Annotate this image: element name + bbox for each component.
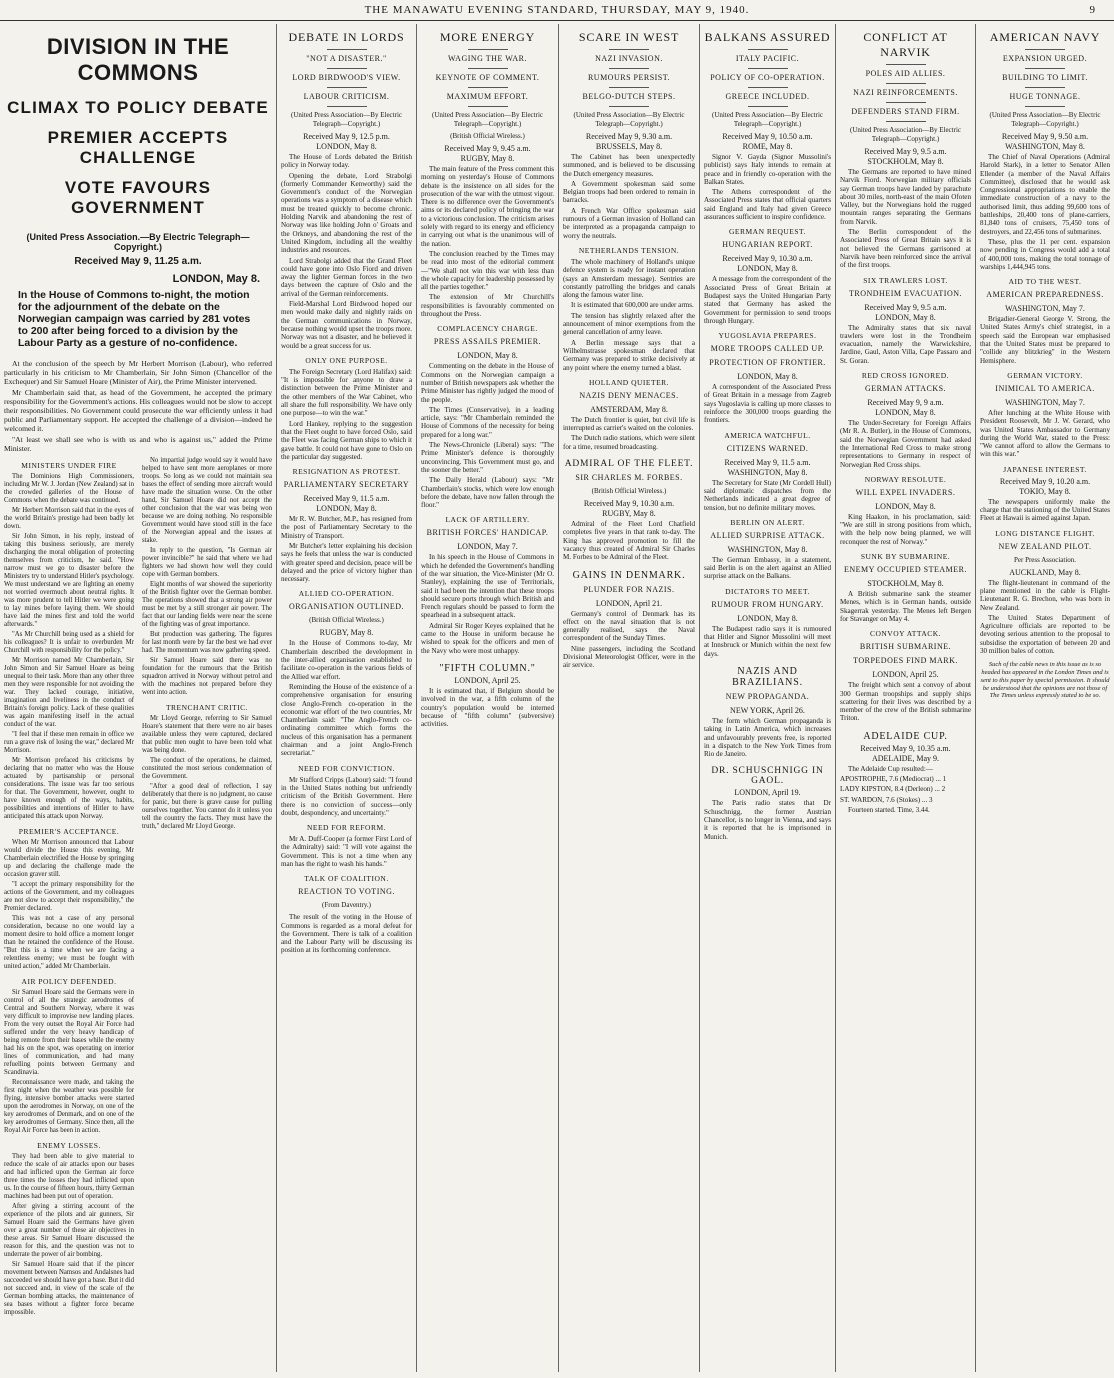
paragraph: No impartial judge would say it would have helped to have sent more aeroplanes or more troops. So long as we could not maintain sea bases the effect of sending more aircraft would have made the situation worse. On the other hand, Sir Samuel Hoare did not accept the other conclusion that the war was being won because we are doing nothing. No responsible Government would have stood still in the face of the Norwegian appeal and the issues at stake.	[142, 457, 272, 544]
dateline: TOKIO, May 8.	[1019, 486, 1071, 496]
paragraph: The German Embassy, in a statement, said Berlin is on the alert against an Allied surprise attack on the Balkans.	[704, 555, 831, 581]
dateline: WASHINGTON, May 7.	[1005, 397, 1085, 407]
received-line: Received May 9, 9.50 a.m.	[1001, 132, 1089, 141]
dateline: LONDON, April 25.	[454, 675, 521, 685]
subhead: MINISTERS UNDER FIRE	[21, 461, 117, 470]
paragraph: Lord Hankey, replying to the suggestion that the Fleet ought to have forced Oslo, said the Fleet was facing German ships to which it gave battle. It could not have gone to Oslo on the particular day suggested.	[281, 419, 412, 461]
dateline: NEW YORK, April 26.	[730, 705, 805, 715]
paragraph: In reply to the question, "Is German air power invincible?" he said that where we had fighters we had shown how well they could cope with German bombers.	[142, 547, 272, 578]
subhead: RESIGNATION AS PROTEST.	[292, 467, 401, 477]
subheadline: LABOUR CRITICISM.	[303, 92, 390, 101]
paragraph: The House of Lords debated the British policy in Norway today.	[281, 153, 412, 170]
subheadline: HUGE TONNAGE.	[1009, 92, 1081, 101]
paragraph: "After a good deal of reflection, I say deliberately that there is no judgment, no cause for panic, but there is grave cause for pulling ourselves together. You cannot do it unless you tell the country the facts. They must have the truth," declared Mr Lloyd George.	[142, 783, 272, 830]
subheadline: NAZI REINFORCEMENTS.	[853, 88, 958, 97]
subheadline: REACTION TO VOTING.	[298, 887, 395, 897]
paragraph: The extension of Mr Churchill's responsibilities is favourably commented on throughout the Press.	[421, 293, 554, 319]
dateline: STOCKHOLM, May 8.	[867, 579, 944, 589]
subhead: NORWAY RESOLUTE.	[864, 474, 947, 484]
subheadline: ENEMY OCCUPIED STEAMER.	[844, 565, 967, 575]
subheadline: PLUNDER FOR NAZIS.	[583, 584, 675, 594]
story-american-navy	[980, 26, 1110, 1372]
paragraph: The newspapers uniformly make the charge that the stationing of the United States Fleet at Hawaii is aimed against Japan.	[980, 497, 1110, 523]
subheadline: DEFENDERS STAND FIRM.	[851, 107, 960, 116]
paragraph: Mr A. Duff-Cooper (a former First Lord of the Admiralty) said: "I will vote against the Government. This is not a time when any man has the right to wash his hands."	[281, 835, 412, 868]
subheadline: PROTECTION OF FRONTIER.	[709, 358, 826, 368]
received-line: Received May 9, 10.50 a.m.	[722, 132, 813, 141]
paragraph: The Cabinet has been unexpectedly summoned, and is believed to be discussing the Dutch emergency measures.	[563, 153, 695, 178]
paragraph: The Dominions High Commissioners, including Mr W. J. Jordan (New Zealand) sat in the crowded galleries of the House of Commons when the debate was continued.	[4, 473, 134, 504]
subhead: NETHERLANDS TENSION.	[578, 245, 680, 255]
paragraph: They had been able to give material to reduce the scale of air attacks upon our bases and had inflicted upon the German air force three times the losses they had inflicted upon us. In the course of fifteen hours, thirty German machines had been put out of operation.	[4, 1153, 134, 1200]
dateline: WASHINGTON, May 8.	[1005, 142, 1085, 151]
dateline: LONDON, April 19.	[734, 788, 801, 798]
headline: ADELAIDE CUP.	[863, 730, 948, 742]
paragraph: The Times (Conservative), in a leading article, says: "Mr Chamberlain reminded the House of Commons of the necessity for being prepared for a long war."	[421, 405, 554, 439]
headline: "FIFTH COLUMN."	[439, 662, 536, 674]
dateline: AUCKLAND, May 8.	[1009, 567, 1081, 577]
paragraph: A British submarine sank the steamer Menes, which is in German hands, outside Skagerrak yesterday. The Menes left Bergen for Stavanger on May 4.	[840, 590, 971, 623]
headline: SCARE IN WEST	[578, 30, 680, 44]
paragraph: Sir John Simon, in his reply, instead of taking this business seriously, are merely discharging the moral obligation of protecting themselves from criticism, he said. "How narrow must we go to disaster before the Ministers try to understand Hitler's psychology. We must understand we are fighting an enemy not worried overmuch about neutral rights. It was more prudent to tell Hitler we were going to lay mines before laying them. We should have laid the mines first and told the world afterwards."	[4, 533, 134, 628]
paragraph: Mr Lloyd George, referring to Sir Samuel Hoare's statement that there were no air bases available unless they were captured, declared that public men ought to have been told what was being done.	[142, 715, 272, 754]
credit-line: (British Official Wireless.)	[450, 132, 525, 140]
race-result: APOSTROPHE, 7.6 (Mediocrat) ... 1	[840, 774, 947, 783]
paragraph: The form which German propaganda is taking in Latin America, which increases and unfavourably prevents free, is reported in a dispatch to the New York Times from Rio de Janeiro.	[704, 716, 831, 759]
credit-line: (United Press Association—By Electric Telegraph—Copyright.)	[431, 111, 543, 128]
dateline: ADELAIDE, May 9.	[871, 753, 940, 763]
page-number: 9	[1089, 4, 1096, 16]
credit-line: Per Press Association.	[1013, 555, 1077, 564]
subhead: NEED FOR CONVICTION.	[298, 763, 395, 773]
paragraph: Eight months of war showed the superiority of the British fighter over the German bomber. The operations showed that a strong air power must be met by a still stronger air power. The fact that our landing fields were near the scene of the fighting was of great importance.	[142, 581, 272, 628]
subheadline: LORD BIRDWOOD'S VIEW.	[292, 73, 401, 82]
subhead: HOLLAND QUIETER.	[588, 377, 670, 387]
subhead: GERMAN REQUEST.	[729, 227, 806, 237]
subheadline: AMERICAN PREPAREDNESS.	[986, 290, 1104, 300]
subheadline: "NOT A DISASTER."	[306, 54, 387, 63]
subhead: ENEMY LOSSES.	[37, 1141, 101, 1150]
subheadline: CITIZENS WARNED.	[726, 443, 809, 453]
credit-line: (United Press Association—By Electric Telegraph—Copyright.)	[711, 111, 823, 128]
subhead: LONG DISTANCE FLIGHT.	[995, 528, 1095, 538]
received-line: Received May 9, 10.30 a.m.	[722, 254, 813, 264]
dateline: LONDON, May 8.	[172, 273, 260, 285]
subheadline: ITALY PACIFIC.	[735, 54, 800, 63]
paragraph: The Budapest radio says it is rumoured that Hitler and Signor Mussolini will meet at Innsbruck or Munich within the next few days.	[704, 624, 831, 658]
paragraph: In his speech in the House of Commons in which he defended the Government's handling of the war situation, the Vice-Minister (Mr O. Stanley), explaining the use of Territorials, said it had been the intention that these troops should secure ports through which British and French regulars should be passed to form the spearhead in a subsequent attack.	[421, 553, 554, 620]
paragraph: The conduct of the operations, he claimed, constituted the most serious condemnation of the Government.	[142, 757, 272, 780]
dateline: LONDON, April 21.	[595, 598, 663, 608]
paragraph: The whole machinery of Holland's unique defence system is ready for instant operation (says an Amsterdam message). Sentries are constantly patrolling the bridges and canals along the famous water line.	[563, 257, 695, 300]
paragraph: Opening the debate, Lord Strabolgi (formerly Commander Kenworthy) said the Government's conduct of the Norwegian operations was a symptom of a disease which must be treated quickly to become chronic. Holding Narvik and abandoning the rest of Norway was like holding John o' Groats and the Orkneys, and abandoning the rest of the United Kingdom, including all the wealthy industries and resources.	[281, 171, 412, 255]
paragraph: The tension has slightly relaxed after the announcement of minor exemptions from the general cancellation of army leave.	[563, 311, 695, 337]
paragraph: The Under-Secretary for Foreign Affairs (Mr R. A. Butler), in the House of Commons, said the Norwegian Government had asked the International Red Cross to make strong representations to Germany in respect of Norwegian Red Cross ships.	[840, 419, 971, 469]
subheadline: RUMOUR FROM HUNGARY.	[711, 599, 824, 609]
dateline: LONDON, May 8.	[875, 312, 936, 322]
subhead: RED CROSS IGNORED.	[861, 371, 950, 381]
credit-line: (United Press Association—By Electric Telegraph—Copyright.)	[989, 111, 1101, 128]
paragraph: The United States Department of Agriculture officials are reported to be devoting serious attention to the proposal to subsidise the exportation of between 20 and 30 million bales of cotton.	[980, 613, 1110, 655]
paragraph: Sir Samuel Hoare said that if the pincer movement between Namsos and Andalsnes had succeeded we should have got a base. But it did not succeed and, in view of the scale of the German bombing attacks, the maintenance of sea bases without a fighter force became impossible.	[4, 1261, 134, 1316]
headline: MORE ENERGY	[439, 30, 536, 44]
subheadline: BUILDING TO LIMIT.	[1002, 73, 1088, 82]
dateline: STOCKHOLM, May 8.	[867, 157, 944, 166]
paragraph: Sir Samuel Hoare said the Germans were in control of all the strategic aerodromes of Central and Southern Norway, where it was very difficult to improvise new landing places. From the very outset the Royal Air Force had suffered under the very heavy handicap of being remote from their bases while the enemy had his on the spot, was operating on interior lines of communication, and had many refuelling points between Germany and Scandinavia.	[4, 989, 134, 1076]
dateline: WASHINGTON, May 8.	[727, 467, 808, 477]
paragraph: Mr Herbert Morrison said that in the eyes of the world Britain's prestige had been badly let down.	[4, 507, 134, 530]
subhead: AIR POLICY DEFENDED.	[21, 977, 117, 986]
received-line: Received May 9, 10.35 a.m.	[860, 743, 951, 753]
paragraph: It is estimated that 600,000 are under arms.	[571, 301, 694, 310]
subheadline: MAXIMUM EFFORT.	[446, 92, 529, 101]
race-result: LADY KIPSTON, 8.4 (Derleon) ... 2	[840, 785, 946, 794]
paragraph: These, plus the 11 per cent. expansion now pending in Congress would add a total of 400,000 tons, making the total tonnage of warships 1,444,945 tons.	[980, 237, 1110, 271]
subheadline: GREECE INCLUDED.	[725, 92, 810, 101]
headline: BALKANS ASSURED	[704, 30, 831, 44]
received-line: Received May 9, 9.5 a.m.	[864, 147, 947, 156]
headline-vote: VOTE FAVOURS GOVERNMENT	[64, 178, 212, 217]
subheadline: MORE TROOPS CALLED UP.	[710, 344, 825, 354]
received-line: Received May 9, 11.5 a.m.	[724, 457, 811, 467]
dateline: LONDON, April 25.	[872, 670, 939, 680]
subheadline: NEW ZEALAND PILOT.	[998, 541, 1092, 551]
dateline: RUGBY, May 8.	[460, 154, 515, 163]
subheadline: KEYNOTE OF COMMENT.	[435, 73, 540, 82]
subheadline: TRONDHEIM EVACUATION.	[848, 288, 962, 298]
headline-division: DIVISION IN THE COMMONS	[46, 34, 230, 85]
subheadline: POLES AID ALLIES.	[865, 69, 946, 78]
dateline: WASHINGTON, May 8.	[727, 544, 808, 554]
column-rule	[835, 24, 836, 1372]
paragraph: A Government spokesman said some Belgian troops had been ordered to remain in barracks.	[563, 179, 695, 205]
subhead: AMERICA WATCHFUL.	[724, 430, 811, 440]
dateline: WASHINGTON, May 7.	[1005, 304, 1085, 314]
paragraph: The Paris radio states that Dr Schuschnigg, the former Austrian Chancellor, is no longer in Vienna, and says it is reported that he is imprisoned in Munich.	[704, 799, 831, 841]
subhead: JAPANESE INTEREST.	[1003, 464, 1087, 474]
received-line: Received May 9, 9 a.m.	[867, 398, 944, 408]
subhead: ALLIED CO-OPERATION.	[298, 589, 395, 599]
paragraph: "I feel that if these men remain in office we run a grave risk of losing the war," declared Mr Morrison.	[4, 731, 134, 754]
paragraph: Mr Chamberlain said that, as head of the Government, he accepted the primary responsibility for the Government's actions. His colleagues would not be slow to accept their responsibilities. No Government could prosecute the war efficiently unless it had public and Parliamentary support. He accepted the challenge of a division—indeed he welcomed it.	[4, 388, 272, 433]
headline: CONFLICT AT NARVIK	[863, 30, 948, 59]
paragraph: A correspondent of the Associated Press of Great Britain in a message from Zagreb says Yugoslavia is calling up more classes to reinforce the 300,000 troops guarding the frontiers.	[704, 383, 831, 425]
paragraph: Brigadier-General George V. Strong, the United States Army's chief strategist, in a speech said the European war emphasised that the United States must be prepared to "collide any blitzkrieg" in the Western Hemisphere.	[980, 315, 1110, 365]
paragraph: Mr Morrison prefaced his criticisms by declaring that no matter who was the House actuated by partisanship or personal considerations. The issue was far too serious for that. The Government, however, ought to have known enough of the ways, habits, possibilities and intentions of Hitler to have anticipated this attack upon Norway.	[4, 757, 134, 820]
paragraph: The Dutch frontier is quiet, but civil life is interrupted as carrier's waited on the colonies.	[563, 415, 695, 433]
dateline: ROME, May 8.	[742, 142, 793, 151]
lead-story	[4, 26, 272, 1372]
paragraph: This was not a case of any personal consideration, because no one would lay a moment desire to hold office a moment longer than he retained the confidence of the House. "But this is a time when we are facing a relentless enemy; we must be fought with united action," added Mr Chamberlain.	[4, 915, 134, 970]
dateline: BRUSSELS, May 8.	[595, 142, 663, 151]
subhead: TRENCHANT CRITIC.	[165, 703, 249, 712]
paragraph: After giving a stirring account of the experience of the pilots and air gunners, Sir Samuel Hoare said the Germans have given over a great number of these air objectives in these areas. Sir Samuel Hoare discussed the reason for this, and the question was not to underrate the power of air bombing.	[4, 1203, 134, 1258]
column-rule	[276, 24, 277, 1372]
subheadline: PARLIAMENTARY SECRETARY	[283, 480, 410, 490]
subhead: TALK OF COALITION.	[304, 874, 389, 884]
paragraph: Mr Stafford Cripps (Labour) said: "I found in the United States nothing but unfriendly criticism of the British Government. Here there is no conviction of success—only doubt, despondency, and uncertainty."	[281, 775, 412, 817]
paragraph: King Haakon, in his proclamation, said: "We are still in strong positions from which, with the help now being planned, we will reconquer the rest of Norway."	[840, 512, 971, 546]
paragraph: Lord Strabolgi added that the Grand Fleet could have gone into Oslo Fiord and driven away the lighter German forces in the two days between the capture of Oslo and the arrival of the German reinforcements.	[281, 256, 412, 298]
received-line: Received May 9, 9.30 a.m.	[585, 132, 673, 141]
dateline: AMSTERDAM, May 8.	[590, 404, 668, 414]
subheadline: NEW PROPAGANDA.	[725, 691, 810, 701]
headline: DR. SCHUSCHNIGG IN GAOL.	[711, 766, 824, 787]
paragraph: It is estimated that, if Belgium should be involved in the war, a fifth column of the country's population would be interned because of "fifth column" (subversive) activities.	[421, 686, 554, 729]
paragraph: Admiral of the Fleet Lord Chatfield completes five years in that rank to-day. The King has approved promotion to fill the vacancy thus created of Admiral Sir Charles M. Forbes to be Admiral of the Fleet.	[563, 520, 695, 562]
two-column-body	[4, 455, 272, 1319]
paragraph: Nine passengers, including the Scotland Divisional Meteorologist Officer, were in the air service.	[563, 644, 695, 670]
paragraph: The Secretary for State (Mr Cordell Hull) said diplomatic dispatches from the Netherlands indicated a great degree of tension, but no definite military moves.	[704, 478, 831, 512]
paragraph: After lunching at the White House with President Roosevelt, Mr J. W. Gerard, who was United States Ambassador to Germany during the World War, stated to the Press: "We cannot afford to allow the Germans to win this war."	[980, 408, 1110, 459]
subheadline: TORPEDOES FIND MARK.	[853, 656, 958, 666]
subhead: PREMIER'S ACCEPTANCE.	[18, 827, 120, 836]
paragraph: The Adelaide Cup resulted:—	[848, 764, 933, 773]
received-line: Received May 9, 11.25 a.m.	[74, 256, 202, 267]
subheadline: EXPANSION URGED.	[1002, 54, 1088, 63]
paragraph: A French War Office spokesman said rumours of a German invasion of Holland can be interpreted as a propaganda campaign to worry the neutrals.	[563, 206, 695, 240]
story-scare-in-west	[563, 26, 695, 1372]
paragraph: The result of the voting in the House of Commons is regarded as a moral defeat for the Government. There is talk of a coalition and the Labour Party will be discussing its position at its forthcoming conference.	[281, 913, 412, 955]
paragraph: The freight which sent a convoy of about 300 German troopships and supply ships scattering for their lives was described by a member of the crew of the British submarine Triton.	[840, 681, 971, 723]
subhead: NEED FOR REFORM.	[306, 823, 387, 833]
story-more-energy	[421, 26, 554, 1372]
paragraph: Mr Butcher's letter explaining his decision says he feels that unless the war is conducted with greater speed and decision, peace will be delayed and the price of victory higher than necessary.	[281, 541, 412, 584]
paragraph: At the conclusion of the speech by Mr Herbert Morrison (Labour), who referred particularly in his criticism to Mr Chamberlain, Sir John Simon (Chancellor of the Exchequer) and Sir Samuel Hoare (Minister of Air), the Prime Minister intervened.	[4, 359, 272, 386]
story-balkans-assured	[704, 26, 831, 1372]
dateline: LONDON, May 8.	[875, 501, 936, 511]
credit-line: (British Official Wireless.)	[309, 616, 384, 625]
paragraph: The main feature of the Press comment this morning on yesterday's House of Commons debate is the insistence on all sides for the prosecution of the war with the utmost vigour. There is no difference over the Government's aims or its declared policy of bringing the war to a victorious conclusion. The criticism arises solely with regard to its energy and efficiency in carrying out what is the unanimous will of the nation.	[421, 165, 554, 248]
credit-line: (From Daventry.)	[322, 901, 371, 910]
subheadline: HUNGARIAN REPORT.	[722, 240, 813, 250]
dateline: LONDON, May 8.	[316, 504, 377, 514]
dateline: LONDON, May 8.	[457, 351, 518, 361]
column-rule	[558, 24, 559, 1372]
paragraph: The Admiralty states that six naval trawlers were lost in the Trondheim evacuation, namely the Warwickshire, Jardine, Gaul, Aston Villa, Cape Passaro and St. Goran.	[840, 323, 971, 365]
credit-line: (United Press Association—By Electric Telegraph—Copyright.)	[290, 111, 402, 128]
column-rule	[416, 24, 417, 1372]
subheadline: BELGO-DUTCH STEPS.	[582, 92, 676, 101]
masthead	[0, 0, 1114, 21]
headline: ADMIRAL OF THE FLEET.	[564, 459, 694, 470]
paragraph: In the House of Commons to-day, Mr Chamberlain described the development in the inter-allied organisation established to facilitate co-operation in the various fields of the Allied war effort.	[281, 639, 412, 681]
headline: AMERICAN NAVY	[989, 30, 1101, 44]
subheadline: ORGANISATION OUTLINED.	[289, 602, 404, 612]
dateline: LONDON, May 7.	[457, 542, 518, 552]
subheadline: SIR CHARLES M. FORBES.	[575, 473, 683, 483]
subhead: COMPLACENCY CHARGE.	[437, 324, 538, 334]
subheadline: INIMICAL TO AMERICA.	[995, 383, 1095, 393]
body-left	[4, 455, 134, 1319]
headline-climax: CLIMAX TO POLICY DEBATE	[7, 98, 269, 117]
credit-line: (United Press Association—By Electric Telegraph—Copyright.)	[849, 126, 961, 143]
paragraph: The flight-lieutenant in command of the plane mentioned in the cable is Flight-Lieutenant R. G. Brechon, who was born in New Zealand.	[980, 578, 1110, 612]
race-result: Fourteen started. Time, 3.44.	[848, 805, 930, 814]
subheadline: POLICY OF CO-OPERATION.	[710, 73, 825, 82]
subhead: ONLY ONE PURPOSE.	[305, 355, 388, 365]
subheadline: PRESS ASSAILS PREMIER.	[433, 337, 542, 347]
dateline: LONDON, May 8.	[737, 372, 798, 382]
subheadline: NAZI INVASION.	[595, 54, 663, 63]
paragraph: Mr R. W. Butcher, M.P., has resigned from the post of Parliamentary Secretary to the Ministry of Transport.	[281, 515, 412, 540]
paragraph: Field-Marshal Lord Birdwood hoped our men would make daily and nightly raids on the German communications in Norway, because nothing would upset the troops more. Norway was not a disaster, and he believed it would be a great success for us.	[281, 300, 412, 350]
subheadline: NAZIS DENY MENACES.	[579, 390, 679, 400]
subhead: SUNK BY SUBMARINE.	[860, 552, 951, 562]
subhead: GERMAN VICTORY.	[1007, 370, 1083, 380]
subheadline: BRITISH SUBMARINE.	[859, 642, 952, 652]
subheadline: BRITISH FORCES' HANDICAP.	[426, 528, 549, 538]
received-line: Received May 9, 11.5 a.m.	[303, 494, 390, 504]
column-rule	[699, 24, 700, 1372]
paragraph: Germany's control of Denmark has its effect on the naval situation that is not generally realised, says the Naval correspondent of the Sunday Times.	[563, 609, 695, 643]
received-line: Received May 9, 9.45 a.m.	[444, 144, 531, 153]
headline-premier: PREMIER ACCEPTS CHALLENGE	[47, 128, 229, 167]
received-line: Received May 9, 9.5 a.m.	[864, 302, 947, 312]
dateline: RUGBY, May 8.	[602, 509, 656, 519]
received-line: Received May 9, 10.30 a.m.	[583, 499, 675, 509]
paragraph: The Athens correspondent of the Associated Press states that official quarters said England and Italy had given Greece assurances sufficient to inspire confidence.	[704, 188, 831, 222]
subhead: BERLIN ON ALERT.	[730, 517, 805, 527]
dateline: LONDON, May 8.	[316, 142, 377, 151]
paragraph: But production was gathering. The figures for last month were by far the best we had ever had. The momentum was now gathering speed.	[142, 631, 272, 654]
paragraph: The News-Chronicle (Liberal) says: "The Prime Minister's defence is thoroughly unconvincing. This Government must go, and the sooner the better."	[421, 441, 554, 474]
paragraph: "I accept the primary responsibility for the actions of the Government, and my colleagues are not slow to accept their responsibility," the Premier declared.	[4, 881, 134, 912]
paragraph: The Dutch radio stations, which were silent for a time, resumed broadcasting.	[563, 434, 695, 451]
received-line: Received May 9, 12.5 p.m.	[303, 132, 390, 141]
story-debate-in-lords	[281, 26, 412, 1372]
subhead: SIX TRAWLERS LOST.	[863, 275, 948, 285]
dateline: LONDON, May 8.	[737, 264, 798, 274]
subhead: AID TO THE WEST.	[1008, 277, 1082, 287]
subhead: CONVOY ATTACK.	[869, 629, 942, 639]
lead-paragraph: In the House of Commons to-night, the motion for the adjournment of the debate on the Norwegian campaign was carried by 281 votes to 200 after being forced to a division by the Labour Party as a gesture of no-confidence.	[18, 289, 251, 349]
paragraph: A message from the correspondent of the Associated Press of Great Britain at Budapest says the United Hungarian Party stated that Germany has asked the Government for permission to send troops through Hungary.	[704, 275, 831, 325]
paragraph: The Foreign Secretary (Lord Halifax) said: "It is impossible for anyone to draw a distinction between the Prime Minister and the other members of the War Cabinet, who all share the full responsibility. We have only one purpose—to win the war."	[281, 367, 412, 418]
dateline: LONDON, May 8.	[875, 408, 936, 418]
headline: NAZIS AND BRAZILIANS.	[732, 665, 803, 688]
masthead-title: THE MANAWATU EVENING STANDARD, THURSDAY, MAY 9, 1940.	[364, 4, 750, 16]
paragraph: "At least we shall see who is with us and who is against us," added the Prime Minister.	[4, 435, 272, 453]
body-right	[142, 455, 272, 1319]
paragraph: Reminding the House of the existence of a comprehensive organisation for ensuring close Anglo-French co-operation in the economic war effort of the two countries, Mr Chamberlain said: "The Anglo-French co-ordinating committee which forms the nucleus of this organisation has a permanent chairman and a joint Anglo-French secretariat."	[281, 682, 412, 758]
subheadline: WILL EXPEL INVADERS.	[855, 487, 956, 497]
dateline: LONDON, May 8.	[737, 613, 798, 623]
column-rule	[975, 24, 976, 1372]
copyright-note: Such of the cable news in this issue as is so headed has appeared in the London Times and is sent to this paper by special permission. It should be understood that the opinions are not those of The Times unless expressly stated to be so.	[980, 661, 1110, 700]
paragraph: "As Mr Churchill being used as a shield for his colleagues? It is unfair to overburden Mr Churchill with responsibility for the policy."	[4, 631, 134, 654]
subhead: LACK OF ARTILLERY.	[445, 515, 530, 525]
paragraph: Commenting on the debate in the House of Commons on the Norwegian campaign a number of British newspapers ask whether the Prime Minister has rightly judged the mood of the people.	[421, 362, 554, 404]
paragraph: Mr Morrison named Mr Chamberlain, Sir John Simon and Sir Samuel Hoare as being unequal to their task. More than any other three men they were responsible for not avoiding the war. They lacked courage, initiative, imagination and liveliness in the conduct of Britain's foreign policy. Lack of these qualities was again manifesting itself in the actual conduct of the war.	[4, 657, 134, 728]
paragraph: The Germans are reported to have mined Narvik Fiord. Norwegian military officials say German troops have landed by parachute about 30 miles, north-east of the main Ofoten Valley, but the Norwegians hold the rugged mountain ranges separating the Germans from Narvik.	[840, 168, 971, 226]
paragraph: The conclusion reached by the Times may be read into most of the editorial comment—"We shall not win this war with less than the whole capacity for leadership possessed by all the parties together."	[421, 249, 554, 292]
paragraph: A Berlin message says that a Wilhelmstrasse spokesman declared that Germany was prepared to strike decisively at any point where the enemy turned a blast.	[563, 338, 695, 372]
story-conflict-at-narvik	[840, 26, 971, 1372]
subhead: YUGOSLAVIA PREPARES.	[718, 331, 817, 341]
credit-line: (British Official Wireless.)	[591, 487, 667, 496]
subheadline: GERMAN ATTACKS.	[864, 384, 947, 394]
subheadline: WAGING THE WAR.	[448, 54, 527, 63]
paragraph: The Daily Herald (Labour) says: "Mr Chamberlain's stocks, which were low enough before the debate, have now fallen through the floor."	[421, 476, 554, 510]
paragraph: Reconnaissance were made, and taking the first night when the weather was possible for flying, intensive bomber attacks were started upon the aerodromes in Norway, on one of the key aerodromes of Denmark, and on one of the key aerodromes of Germany. Since then, all the Royal Air Force has been in action.	[4, 1079, 134, 1134]
subhead: DICTATORS TO MEET.	[725, 586, 810, 596]
dateline: RUGBY, May 8.	[319, 628, 374, 638]
paragraph: Admiral Sir Roger Keyes explained that he came to the House in uniform because he wished to speak for the officers and men of the Navy who were most unhappy.	[421, 621, 554, 655]
credit-line: (United Press Association.—By Electric Telegraph—Copyright.)	[26, 232, 250, 252]
paragraph: When Mr Morrison announced that Labour would divide the House this evening, Mr Chamberlain electrified the House by springing up and declaring the challenge made the occasion graver still.	[4, 839, 134, 878]
headline: DEBATE IN LORDS	[288, 30, 405, 44]
paragraph: The Chief of Naval Operations (Admiral Harold Stark), in a letter to Senator Allen Ellender (a member of the Naval Affairs Committee), disclosed that he would ask Congressional appropriations to enable the immediate construction of a navy to the authorised limit, thus adding 99,600 tons of battleships, 20,400 tons of plane-carriers, 81,840 tons of cruisers, 75,450 tons of destroyers, and 22,456 tons of submarines.	[980, 153, 1110, 236]
paragraph: Signor V. Gayda (Signor Mussolini's publicist) says Italy intends to remain at peace and in friendly co-operation with the Balkan States.	[704, 153, 831, 186]
subheadline: ALLIED SURPRISE ATTACK.	[710, 530, 825, 540]
credit-line: (United Press Association—By Electric Telegraph—Copyright.)	[573, 111, 685, 128]
paragraph: Sir Samuel Hoare said there was no foundation for the rumours that the British squadron arrived in Norway without petrol and with the machines not prepared before they went into action.	[142, 657, 272, 696]
subheadline: RUMOURS PERSIST.	[587, 73, 671, 82]
race-result: ST. WARDON, 7.6 (Stokes) ... 3	[840, 795, 933, 804]
headline: GAINS IN DENMARK.	[572, 569, 686, 581]
paragraph: The Berlin correspondent of the Associated Press of Great Britain says it is not believed the Germans garrisoned at Narvik have been reinforced since the arrival of the first troops.	[840, 228, 971, 270]
received-line: Received May 9, 10.20 a.m.	[999, 476, 1091, 486]
